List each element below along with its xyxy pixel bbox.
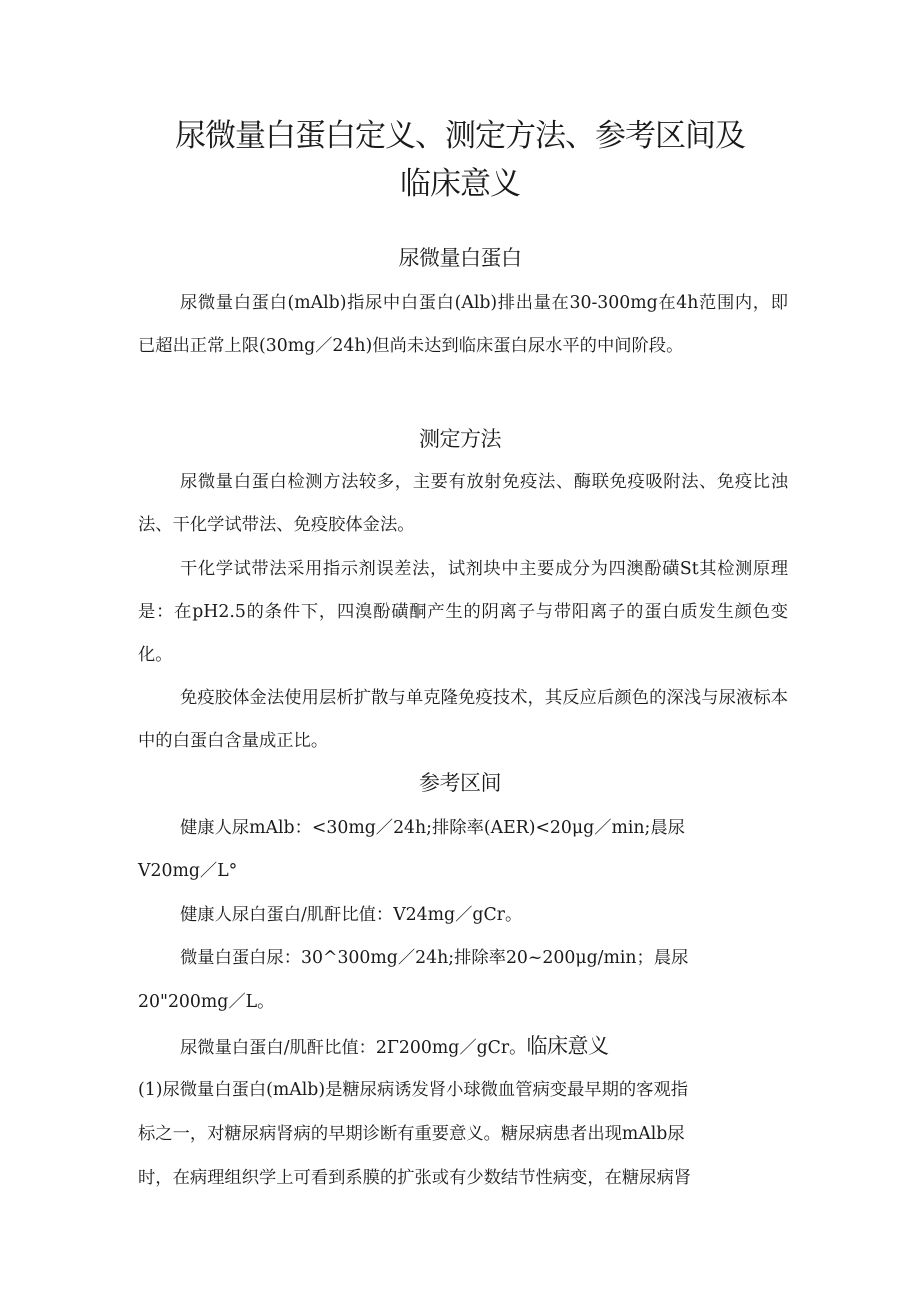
heading-reference: 参考区间 <box>419 771 501 795</box>
reference-line-4-text: 尿微量白蛋白/肌酐比值：2Γ200mg／gCr。 <box>180 1038 527 1058</box>
clinical-line-1: (1)尿微量白蛋白(mAlb)是糖尿病诱发肾小球微血管病变最早期的客观指 <box>138 1080 689 1100</box>
method-paragraph-1: 尿微量白蛋白检测方法较多，主要有放射免疫法、酶联免疫吸附法、免疫比浊法、干化学试带法、免疫胶体金法。 <box>138 472 788 535</box>
reference-line-2: 健康人尿白蛋白/肌酐比值：V24mg／gCr。 <box>180 905 523 925</box>
reference-line-1a: 健康人尿mAlb：<30mg／24h;排除率(AER)<20μg／min;晨尿 <box>180 818 685 838</box>
clinical-line-2: 标之一，对糖尿病肾病的早期诊断有重要意义。糖尿病患者出现mAlb尿 <box>138 1124 685 1144</box>
title-line-2: 临床意义 <box>400 166 520 202</box>
heading-definition: 尿微量白蛋白 <box>398 246 522 270</box>
definition-paragraph: 尿微量白蛋白(mAlb)指尿中白蛋白(Alb)排出量在30-300mg在4h范围内，即已超出正常上限(30mg／24h)但尚未达到临床蛋白尿水平的中间阶段。 <box>138 293 788 356</box>
document-title <box>0 112 920 208</box>
clinical-line-3: 时，在病理组织学上可看到系膜的扩张或有少数结节性病变，在糖尿病肾 <box>138 1168 692 1188</box>
heading-clinical: 临床意义 <box>526 1034 609 1058</box>
reference-line-3a: 微量白蛋白尿：30^300mg／24h;排除率20~200μg/min；晨尿 <box>180 948 689 968</box>
method-paragraph-2: 干化学试带法采用指示剂误差法，试剂块中主要成分为四澳酚磺St其检测原理是：在pH2.5的条件下，四溴酚磺酮产生的阴离子与带阳离子的蛋白质发生颜色变化。 <box>138 559 788 665</box>
heading-method: 测定方法 <box>419 427 501 451</box>
reference-line-3b: 20"200mg／L。 <box>138 992 275 1012</box>
method-paragraph-3: 免疫胶体金法使用层析扩散与单克隆免疫技术，其反应后颜色的深浅与尿液标本中的白蛋白含量成正比。 <box>138 688 788 751</box>
reference-line-1b: V20mg／L° <box>138 861 238 881</box>
title-line-1: 尿微量白蛋白定义、测定方法、参考区间及 <box>175 118 745 154</box>
reference-line-4 <box>180 1025 608 1070</box>
